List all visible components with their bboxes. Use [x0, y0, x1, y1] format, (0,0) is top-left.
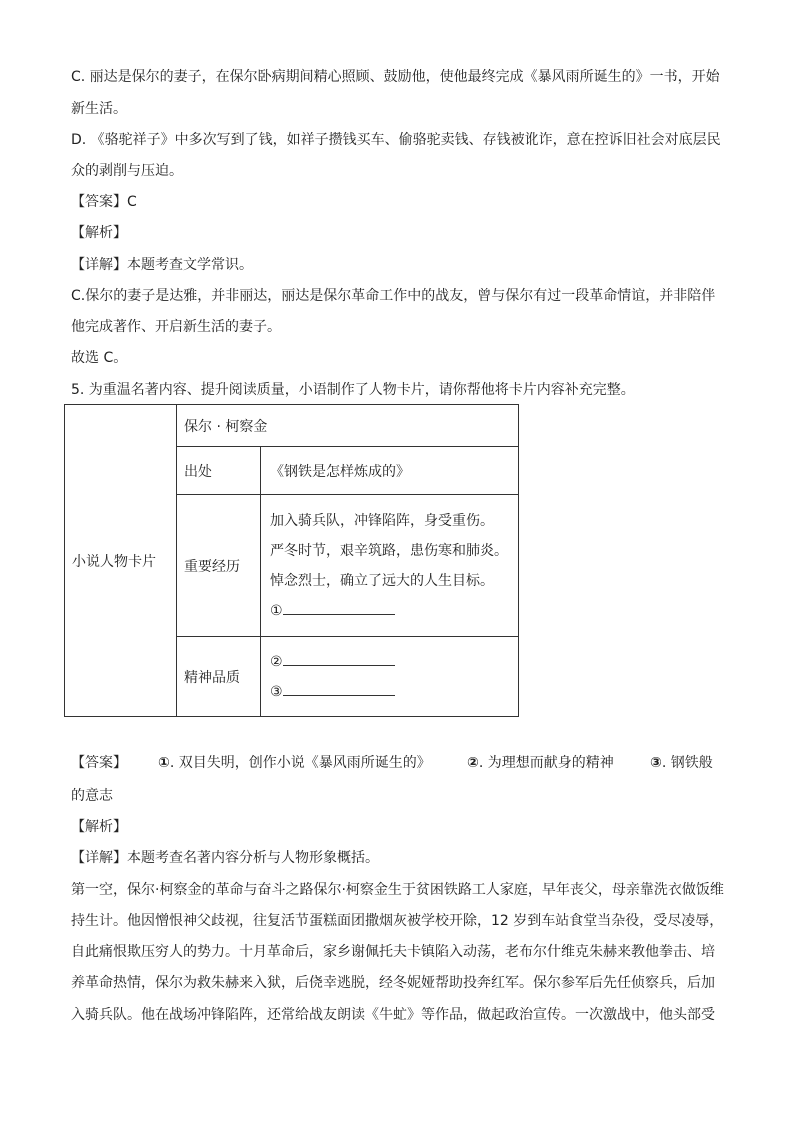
answer-q5-item-3: ③. 钢铁般: [650, 755, 713, 771]
explanation-line-2: 他完成著作、开启新生活的妻子。: [71, 319, 281, 335]
option-d-line-2: 众的剥削与压迫。: [71, 163, 183, 179]
source-value: 《钢铁是怎样炼成的》: [261, 447, 519, 495]
character-card-table: [64, 404, 519, 717]
analysis-heading-1: 【解析】: [71, 225, 127, 241]
paragraph-line-5: 入骑兵队。他在战场冲锋陷阵，还常给战友朗读《牛虻》等作品，做起政治宣传。一次激战中，他头部受: [71, 1007, 715, 1023]
analysis-heading-2: 【解析】: [71, 819, 127, 835]
experience-item: 悼念烈士，确立了远大的人生目标。: [270, 572, 494, 589]
question-5: 5. 为重温名著内容、提升阅读质量，小语制作了人物卡片，请你帮他将卡片内容补充完整。: [71, 382, 635, 398]
experience-item: 严冬时节，艰辛筑路，患伤寒和肺炎。: [270, 542, 508, 559]
blank-3[interactable]: ③: [270, 677, 518, 707]
spirit-blanks: [261, 637, 519, 717]
answer-q5-continued: 的意志: [71, 788, 113, 804]
character-name: 保尔 · 柯察金: [177, 405, 519, 447]
choose-line: 故选 C。: [71, 350, 128, 366]
detail-heading-2: 【详解】本题考查名著内容分析与人物形象概括。: [71, 850, 379, 866]
answer-q4: 【答案】C: [71, 194, 137, 210]
source-key: 出处: [177, 447, 261, 495]
option-c-line-2: 新生活。: [71, 101, 127, 117]
detail-heading-1: 【详解】本题考查文学常识。: [71, 257, 253, 273]
option-d-line-1: D. 《骆驼祥子》中多次写到了钱，如祥子攒钱买车、偷骆驼卖钱、存钱被讹诈，意在控诉旧社会对底层民: [71, 132, 721, 148]
experience-list: [261, 495, 519, 637]
spirit-key: 精神品质: [177, 637, 261, 717]
blank-1[interactable]: ①: [270, 596, 518, 626]
option-c-line-1: C. 丽达是保尔的妻子，在保尔卧病期间精心照顾、鼓励他，使他最终完成《暴风雨所诞生的》一书，开始: [71, 69, 720, 85]
explanation-line-1: C.保尔的妻子是达雅，并非丽达，丽达是保尔革命工作中的战友，曾与保尔有过一段革命情谊，并非陪伴: [71, 288, 716, 304]
paragraph-line-4: 养革命热情，保尔为救朱赫来入狱，后侥幸逃脱，经冬妮娅帮助投奔红军。保尔参军后先任侦察兵，后加: [71, 975, 715, 991]
answer-q5-item-1: ①. 双目失明，创作小说《暴风雨所诞生的》: [158, 755, 431, 771]
blank-2[interactable]: ②: [270, 647, 518, 677]
answer-q5-label: 【答案】: [71, 755, 127, 771]
paragraph-line-2: 持生计。他因憎恨神父歧视，往复活节蛋糕面团撒烟灰被学校开除，12 岁到车站食堂当杂役，受尽凌辱，: [71, 913, 724, 929]
experience-key: 重要经历: [177, 495, 261, 637]
experience-item: 加入骑兵队，冲锋陷阵，身受重伤。: [270, 512, 494, 529]
paragraph-line-1: 第一空，保尔·柯察金的革命与奋斗之路保尔·柯察金生于贫困铁路工人家庭，早年丧父，母亲靠洗衣做饭维: [71, 882, 724, 898]
card-label-cell: 小说人物卡片: [65, 405, 177, 717]
paragraph-line-3: 自此痛恨欺压穷人的势力。十月革命后，家乡谢佩托夫卡镇陷入动荡，老布尔什维克朱赫来教他拳击、培: [71, 944, 715, 960]
answer-q5-item-2: ②. 为理想而献身的精神: [467, 755, 614, 771]
